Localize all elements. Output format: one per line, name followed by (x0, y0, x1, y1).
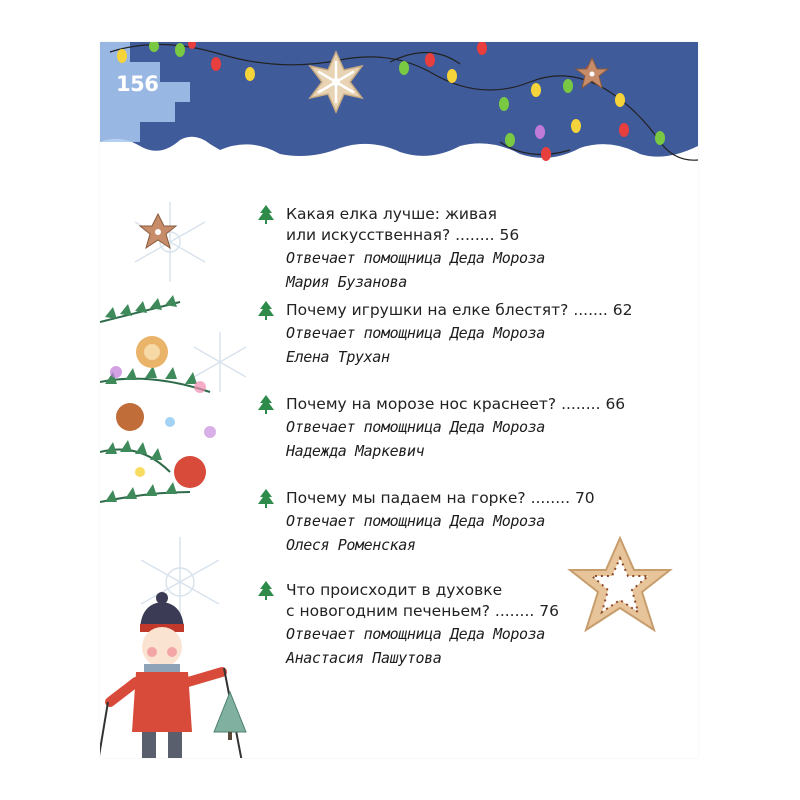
question-text: с новогодним печеньем? (286, 602, 490, 620)
question-text: Что происходит в духовке (286, 581, 503, 599)
page-ref: 66 (605, 395, 626, 413)
answered-by: Отвечает помощница Деда Мороза (286, 249, 545, 267)
question-text: Какая елка лучше: живая (286, 205, 497, 223)
author-name: Олеся Роменская (286, 536, 416, 554)
answered-by: Отвечает помощница Деда Мороза (286, 418, 545, 436)
page-ref: 76 (539, 602, 559, 620)
answered-by: Отвечает помощница Деда Мороза (286, 324, 545, 342)
left-illustration (100, 172, 270, 758)
leader-dots: ........ (530, 489, 570, 507)
author-name: Надежда Маркевич (286, 442, 425, 460)
contents-entry[interactable] (258, 488, 688, 580)
leader-dots: ........ (494, 602, 535, 620)
contents-entry[interactable] (258, 580, 688, 680)
page-ref: 70 (574, 489, 595, 507)
page-number: 156 (116, 72, 159, 96)
fir-tree-icon (258, 395, 274, 415)
question-text: или искусственная? (286, 226, 451, 244)
author-name: Мария Бузанова (286, 273, 407, 291)
leader-dots: ........ (455, 226, 495, 244)
question-text: Почему мы падаем на горке? (286, 489, 526, 507)
leader-dots: ....... (573, 301, 608, 319)
author-name: Анастасия Пашутова (286, 649, 442, 667)
festive-banner (100, 42, 698, 192)
contents-entry[interactable] (258, 300, 688, 394)
question-text: Почему игрушки на елке блестят? (286, 301, 569, 319)
page-ref: 62 (612, 301, 633, 319)
answered-by: Отвечает помощница Деда Мороза (286, 512, 545, 530)
leader-dots: ........ (561, 395, 601, 413)
fir-tree-icon (258, 301, 274, 321)
page-ref: 56 (499, 226, 520, 244)
contents-entry[interactable] (258, 394, 688, 488)
book-page (100, 42, 698, 758)
answered-by: Отвечает помощница Деда Мороза (286, 625, 545, 643)
question-text: Почему на морозе нос краснеет? (286, 395, 557, 413)
fir-tree-icon (258, 581, 274, 601)
contents-list (258, 204, 688, 680)
fir-tree-icon (258, 205, 274, 225)
fir-tree-icon (258, 489, 274, 509)
author-name: Елена Трухан (286, 348, 390, 366)
contents-entry[interactable] (258, 204, 688, 300)
